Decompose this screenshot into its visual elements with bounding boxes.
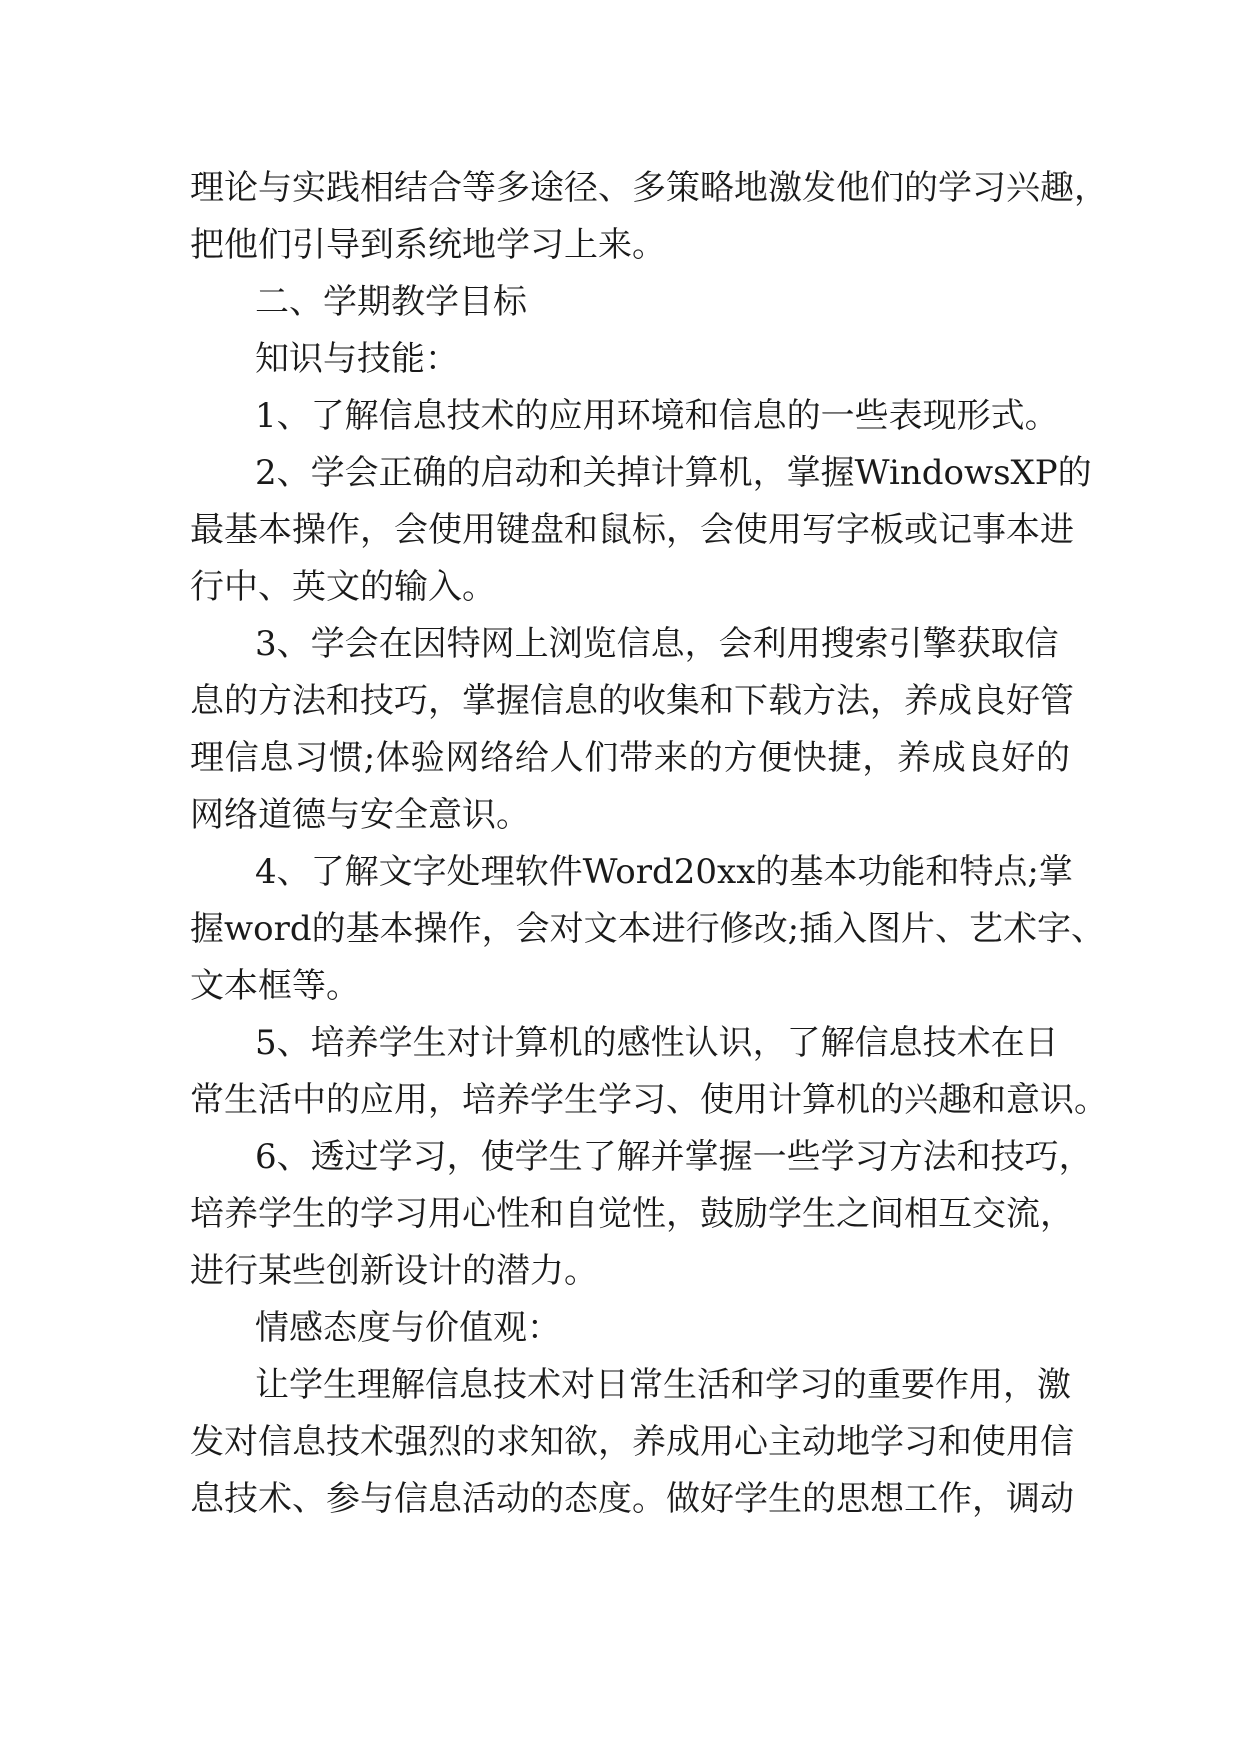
text-line: 文本框等。 — [190, 966, 360, 1006]
list-item: 4、了解文字处理软件Word20xx的基本功能和特点;掌 — [255, 852, 1073, 892]
text-line: 进行某些创新设计的潜力。 — [190, 1251, 598, 1291]
text-line: 息技术、参与信息活动的态度。做好学生的思想工作，调动 — [190, 1479, 1074, 1519]
text-line: 最基本操作，会使用键盘和鼠标，会使用写字板或记事本进 — [190, 510, 1074, 550]
text-line: 网络道德与安全意识。 — [190, 795, 530, 835]
text-line: 把他们引导到系统地学习上来。 — [190, 225, 666, 265]
paragraph-start: 让学生理解信息技术对日常生活和学习的重要作用，激 — [255, 1365, 1071, 1405]
section-heading: 二、学期教学目标 — [255, 282, 527, 322]
text-line: 行中、英文的输入。 — [190, 567, 496, 607]
text-line: 理论与实践相结合等多途径、多策略地激发他们的学习兴趣， — [190, 168, 1108, 208]
text-line: 理信息习惯;体验网络给人们带来的方便快捷，养成良好的 — [190, 738, 1070, 778]
subheading: 情感态度与价值观： — [255, 1308, 561, 1348]
list-item: 5、培养学生对计算机的感性认识，了解信息技术在日 — [255, 1023, 1059, 1063]
list-item: 1、了解信息技术的应用环境和信息的一些表现形式。 — [255, 396, 1059, 436]
list-item: 2、学会正确的启动和关掉计算机，掌握WindowsXP的 — [255, 453, 1092, 493]
subheading: 知识与技能： — [255, 339, 459, 379]
text-line: 常生活中的应用，培养学生学习、使用计算机的兴趣和意识。 — [190, 1080, 1108, 1120]
text-line: 发对信息技术强烈的求知欲，养成用心主动地学习和使用信 — [190, 1422, 1074, 1462]
text-line: 握word的基本操作，会对文本进行修改;插入图片、艺术字、 — [190, 909, 1106, 949]
text-line: 培养学生的学习用心性和自觉性，鼓励学生之间相互交流， — [190, 1194, 1074, 1234]
text-line: 息的方法和技巧，掌握信息的收集和下载方法，养成良好管 — [190, 681, 1074, 721]
list-item: 6、透过学习，使学生了解并掌握一些学习方法和技巧， — [255, 1137, 1093, 1177]
list-item: 3、学会在因特网上浏览信息，会利用搜索引擎获取信 — [255, 624, 1059, 664]
